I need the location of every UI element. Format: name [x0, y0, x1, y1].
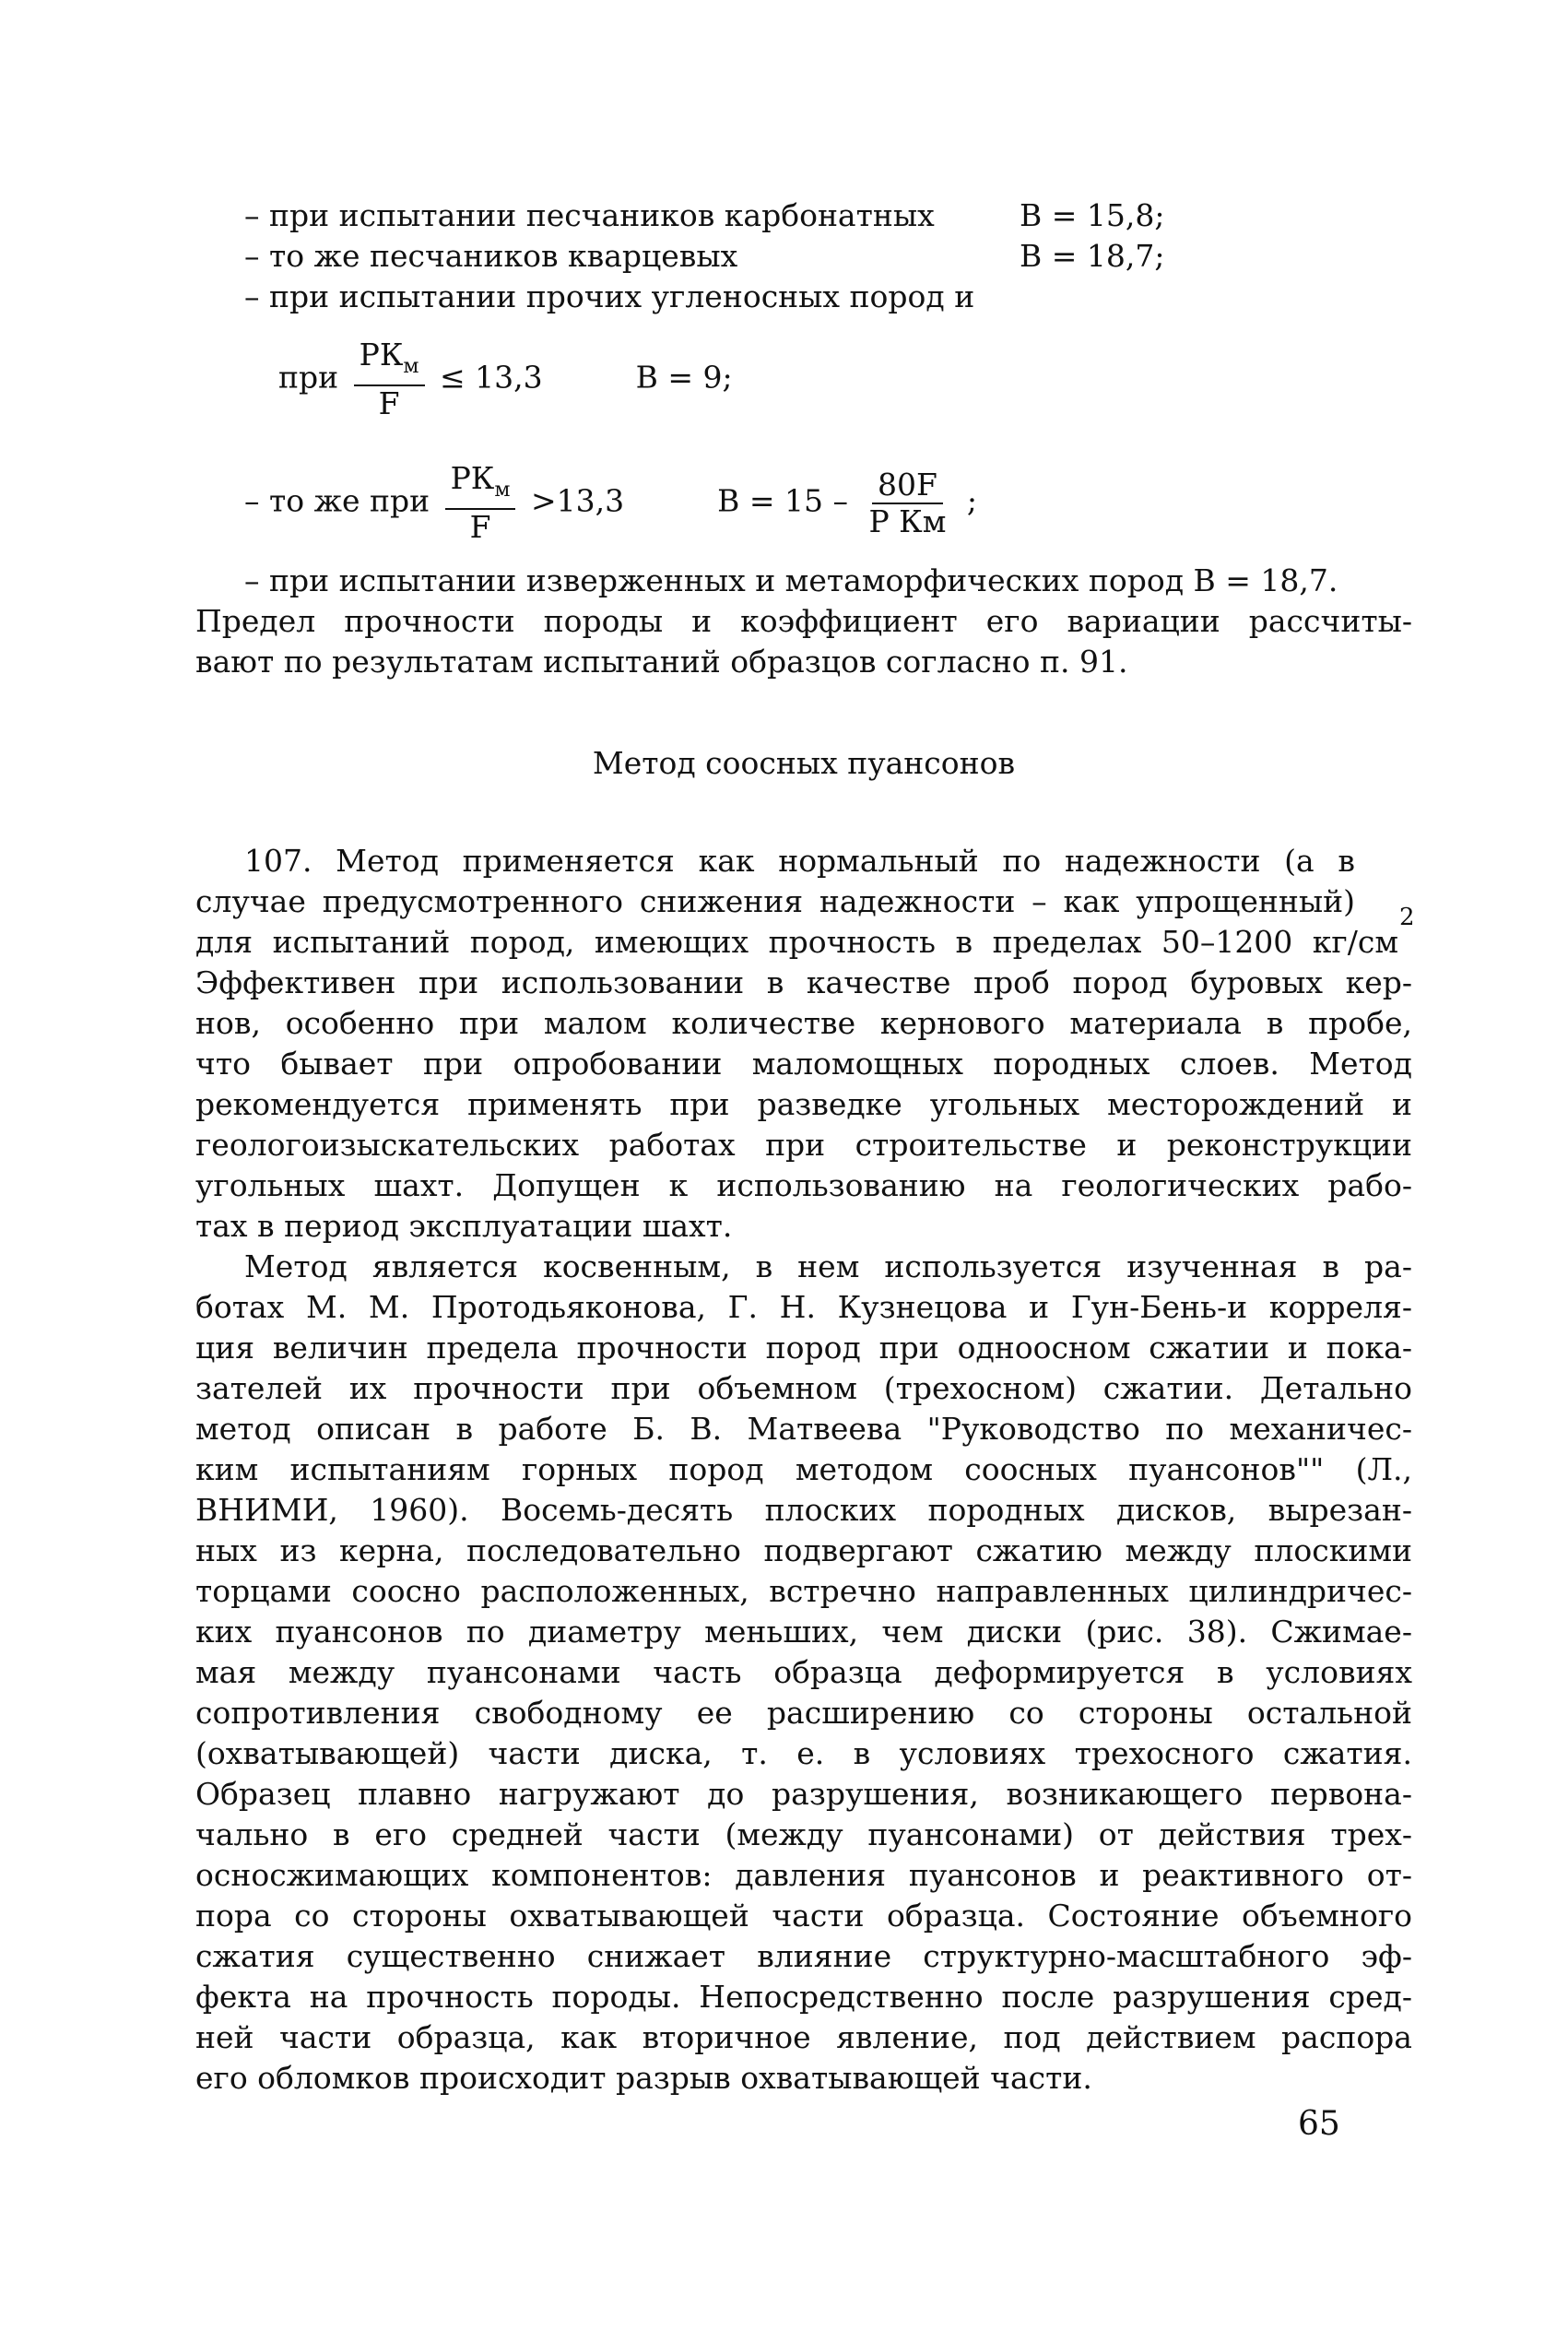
- text-line: (охватывающей) части диска, т. е. в условиях трехосного сжатия.: [195, 1735, 1412, 1771]
- fraction-numerator: $РК_м$: [445, 461, 516, 510]
- list-item-igneous-rocks: – при испытании изверженных и метаморфических пород В = 18,7.: [244, 562, 1338, 598]
- text-line: ких пуансонов по диаметру меньших, чем диски (рис. 38). Сжимае-: [195, 1614, 1412, 1650]
- formula-prefix: – то же при: [244, 482, 430, 519]
- text-line: геологоизыскательских работах при строительстве и реконструкции: [195, 1127, 1412, 1163]
- text-line: пора со стороны охватывающей части образца. Состояние объемного: [195, 1898, 1412, 1934]
- text-line: рекомендуется применять при разведке угольных месторождений и: [195, 1086, 1412, 1122]
- text-line: ней части образца, как вторичное явление, под действием распора: [195, 2019, 1412, 2055]
- text-line: фекта на прочность породы. Непосредственно после разрушения сред-: [195, 1979, 1412, 2015]
- text-line: вают по результатам испытаний образцов согласно п. 91.: [195, 644, 1128, 680]
- formula-condition-2: [244, 461, 977, 545]
- text-line: метод описан в работе Б. В. Матвеева "Руководство по механичес-: [195, 1411, 1412, 1447]
- text-line: ВНИМИ, 1960). Восемь-десять плоских породных дисков, вырезан-: [195, 1492, 1412, 1528]
- text-line: ных из керна, последовательно подвергают сжатию между плоскими: [195, 1532, 1412, 1568]
- fraction-pkm-over-f: [354, 337, 425, 421]
- formula-relation: ≤ 13,3: [440, 359, 543, 396]
- text-line: угольных шахт. Допущен к использованию на геологических рабо-: [195, 1167, 1412, 1203]
- text-line: ция величин предела прочности пород при одноосном сжатии и пока-: [195, 1330, 1412, 1366]
- text-line: его обломков происходит разрыв охватывающей части.: [195, 2060, 1092, 2096]
- list-item-carbonate-sandstone: – при испытании песчаников карбонатных: [244, 197, 935, 233]
- formula-condition-1: [278, 337, 733, 421]
- section-heading: Метод соосных пуансонов: [592, 745, 1016, 781]
- text-line: ботах М. М. Протодьяконова, Г. Н. Кузнецова и Гун-Бень-и корреля-: [195, 1289, 1412, 1325]
- text-line: мая между пуансонами часть образца деформируется в условиях: [195, 1654, 1412, 1690]
- text-line: нов, особенно при малом количестве кернового материала в пробе,: [195, 1005, 1412, 1041]
- fraction-denominator: F: [378, 385, 400, 421]
- text-line: сопротивления свободному ее расширению со стороны остальной: [195, 1695, 1412, 1731]
- unit-superscript: 2: [1399, 904, 1415, 931]
- fraction-denominator: Р Км: [868, 503, 947, 539]
- formula-b-quartz: В = 18,7;: [1020, 238, 1165, 274]
- fraction-numerator: 80F: [872, 467, 943, 504]
- text-line: осносжимающих компонентов: давления пуансонов и реактивного от-: [195, 1857, 1412, 1893]
- page-number: 65: [1298, 2105, 1340, 2143]
- fraction-denominator: F: [469, 509, 491, 545]
- text-line: тах в период эксплуатации шахт.: [195, 1208, 733, 1244]
- text-line: 107. Метод применяется как нормальный по надежности (а в: [244, 843, 1355, 879]
- fraction-pkm-over-f: [445, 461, 516, 545]
- text-line: случае предусмотренного снижения надежности – как упрощенный): [195, 883, 1355, 919]
- text-line: Предел прочности породы и коэффициент его вариации рассчиты-: [195, 603, 1412, 639]
- text-line: Метод является косвенным, в нем используется изученная в ра-: [244, 1248, 1412, 1284]
- text-line: ким испытаниям горных пород методом соосных пуансонов"" (Л.,: [195, 1451, 1412, 1487]
- text-line: торцами соосно расположенных, встречно направленных цилиндричес-: [195, 1573, 1412, 1609]
- text-line: что бывает при опробовании маломощных породных слоев. Метод: [195, 1046, 1412, 1082]
- formula-b-expression: В = 15 –: [717, 482, 848, 519]
- list-item-coal-bearing-rocks: – при испытании прочих угленосных пород и: [244, 278, 975, 314]
- formula-b-value: В = 9;: [635, 359, 733, 396]
- formula-relation: >13,3: [530, 482, 625, 519]
- formula-terminator: ;: [966, 482, 978, 519]
- text-line: Эффективен при использовании в качестве проб пород буровых кер-: [195, 964, 1412, 1000]
- text-line: сжатия существенно снижает влияние структурно-масштабного эф-: [195, 1938, 1412, 1974]
- fraction-80f-over-pkm: [863, 467, 951, 539]
- text-line: зателей их прочности при объемном (трехосном) сжатии. Детально: [195, 1370, 1412, 1406]
- text-line: чально в его средней части (между пуансонами) от действия трех-: [195, 1816, 1412, 1852]
- fraction-numerator: $РК_м$: [354, 337, 425, 386]
- text-line: Образец плавно нагружают до разрушения, возникающего первона-: [195, 1776, 1412, 1812]
- text-line: для испытаний пород, имеющих прочность в пределах 50–1200 кг/см: [195, 924, 1398, 960]
- formula-prefix: при: [278, 359, 339, 396]
- list-item-quartz-sandstone: – то же песчаников кварцевых: [244, 238, 738, 274]
- formula-b-carbonate: В = 15,8;: [1020, 197, 1165, 233]
